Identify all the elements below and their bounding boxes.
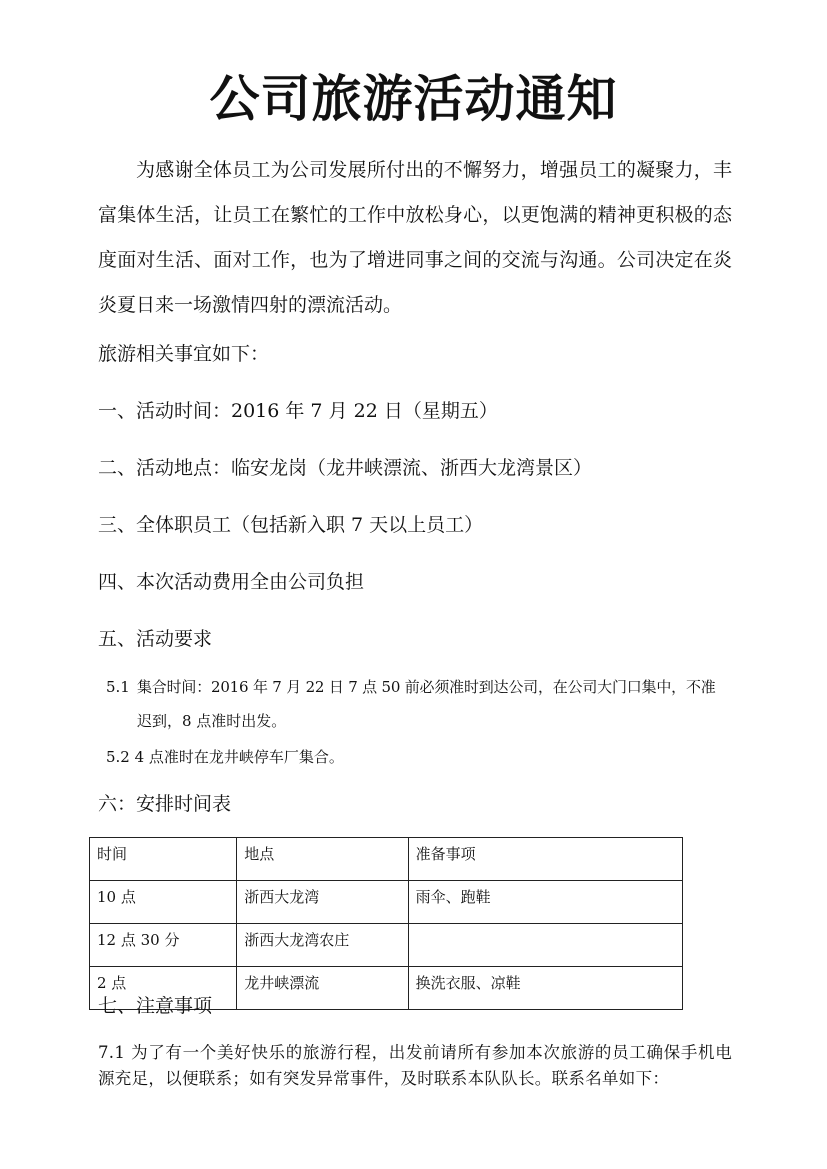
item-activity-location: 二、活动地点：临安龙岗（龙井峡漂流、浙西大龙湾景区） [98,457,593,479]
table-cell: 2 点 [90,967,237,1010]
matters-heading: 旅游相关事宜如下： [98,343,270,365]
item-activity-time: 一、活动时间：2016 年 7 月 22 日（星期五） [98,400,498,422]
schedule-heading: 六：安排时间表 [98,793,232,815]
item-cost: 四、本次活动费用全由公司负担 [98,571,365,593]
notes-heading: 七、注意事项 [98,995,213,1017]
requirement-5-1-line2: 迟到，8 点准时出发。 [137,712,287,730]
item-participants: 三、全体职员工（包括新入职 7 天以上员工） [98,514,484,536]
table-cell: 龙井峡漂流 [237,967,408,1010]
intro-paragraph: 为感谢全体员工为公司发展所付出的不懈努力，增强员工的凝聚力，丰富集体生活，让员工在繁忙的工作中放松身心，以更饱满的精神更积极的态度面对生活、面对工作，也为了增进同事之间的交流与沟通。公司决定在炎炎夏日来一场激情四射的漂流活动。 [98,159,732,316]
table-header-row [90,838,683,881]
table-cell [408,924,682,967]
requirement-5-2: 5.2 4 点准时在龙井峡停车厂集合。 [106,748,344,766]
table-header-cell: 地点 [237,838,408,881]
table-header-cell: 时间 [90,838,237,881]
table-cell: 浙西大龙湾农庄 [237,924,408,967]
schedule-table [89,837,683,1010]
table-cell: 雨伞、跑鞋 [408,881,682,924]
item-requirements: 五、活动要求 [98,628,213,650]
table-cell: 10 点 [90,881,237,924]
table-header-cell: 准备事项 [408,838,682,881]
document-title: 公司旅游活动通知 [209,69,618,128]
requirement-5-1-line1: 集合时间：2016 年 7 月 22 日 7 点 50 前必须准时到达公司，在公司大门口集中，不准 [137,678,716,696]
table-row [90,924,683,967]
table-row [90,881,683,924]
table-cell: 浙西大龙湾 [237,881,408,924]
table-cell: 12 点 30 分 [90,924,237,967]
table-cell: 换洗衣服、凉鞋 [408,967,682,1010]
note-7-1: 7.1 为了有一个美好快乐的旅游行程，出发前请所有参加本次旅游的员工确保手机电源充足，以便联系；如有突发异常事件，及时联系本队队长。联系名单如下： [98,1043,732,1088]
requirement-5-1-number: 5.1 [106,678,130,696]
